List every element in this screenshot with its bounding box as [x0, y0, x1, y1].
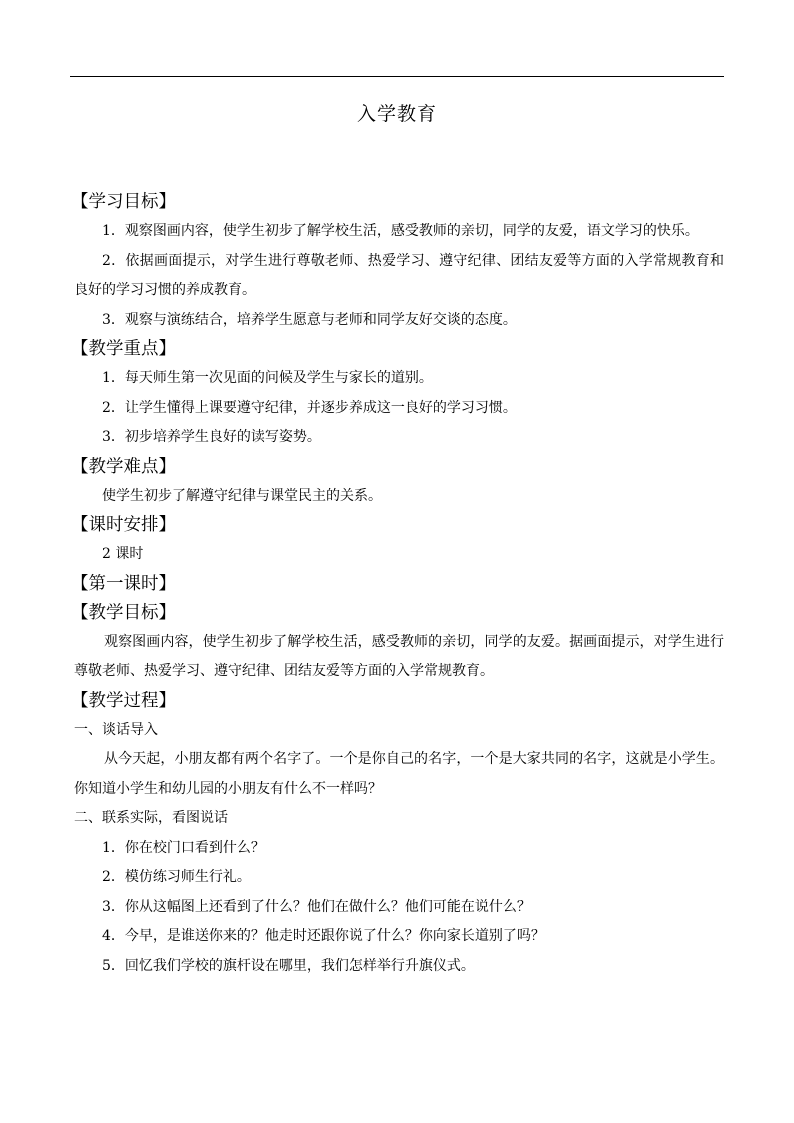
section-2-heading: 二、联系实际，看图说话	[74, 810, 228, 826]
heading-schedule: 【课时安排】	[71, 515, 176, 535]
key-point-2: 2．让学生懂得上课要遵守纪律，并逐步养成这一良好的学习习惯。	[102, 399, 517, 416]
header-rule	[70, 76, 724, 77]
heading-lesson-1: 【第一课时】	[71, 573, 176, 594]
question-3: 3．你从这幅图上还看到了什么？他们在做什么？他们可能在说什么？	[102, 898, 531, 915]
question-1: 1．你在校门口看到什么？	[102, 839, 265, 856]
key-point-3: 3．初步培养学生良好的读写姿势。	[102, 429, 321, 445]
heading-objectives: 【学习目标】	[71, 192, 176, 212]
question-5: 5．回忆我们学校的旗杆设在哪里，我们怎样举行升旗仪式。	[102, 957, 475, 974]
objective-3: 3．观察与演练结合，培养学生愿意与老师和同学友好交谈的态度。	[102, 311, 517, 328]
schedule-text: 2 课时	[102, 546, 144, 562]
document-body	[71, 188, 724, 981]
key-point-1: 1．每天师生第一次见面的问候及学生与家长的道别。	[102, 370, 433, 386]
objective-1: 1．观察图画内容，使学生初步了解学校生活，感受教师的亲切，同学的友爱，语文学习的快乐。	[102, 223, 699, 239]
heading-difficulties: 【教学难点】	[71, 456, 176, 477]
section-1-text: 从今天起，小朋友都有两个名字了。一个是你自己的名字，一个是大家共同的名字，这就是小学生。你知道小学生和幼儿园的小朋友有什么不一样吗？	[74, 751, 724, 797]
heading-process: 【教学过程】	[71, 690, 176, 711]
objective-2: 2．依据画面提示，对学生进行尊敬老师、热爱学习、遵守纪律、团结友爱等方面的入学常规教育和良好的学习习惯的养成教育。	[74, 252, 724, 298]
heading-key-points: 【教学重点】	[71, 339, 176, 359]
heading-teaching-goals: 【教学目标】	[71, 602, 176, 623]
difficulty-text: 使学生初步了解遵守纪律与课堂民主的关系。	[102, 487, 382, 504]
section-1-heading: 一、谈话导入	[74, 721, 158, 738]
question-2: 2．模仿练习师生行礼。	[102, 869, 251, 885]
question-4: 4．今早，是谁送你来的？他走时还跟你说了什么？你向家长道别了吗？	[102, 928, 545, 944]
page-title: 入学教育	[356, 103, 437, 125]
teaching-goals-text: 观察图画内容，使学生初步了解学校生活，感受教师的亲切，同学的友爱。据画面提示，对学生进行尊敬老师、热爱学习、遵守纪律、团结友爱等方面的入学常规教育。	[74, 633, 724, 679]
